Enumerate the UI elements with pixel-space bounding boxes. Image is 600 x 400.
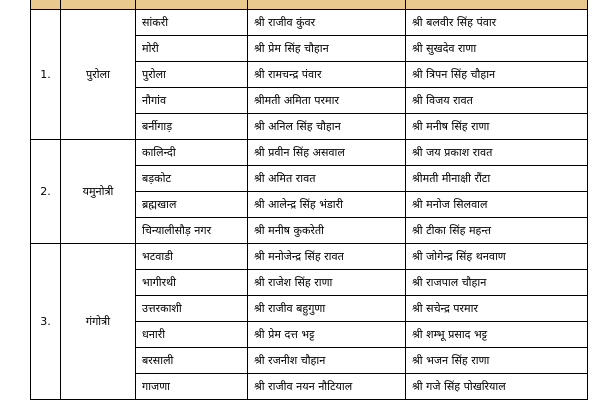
person1-cell: श्री अमित रावत (248, 166, 406, 192)
person1-cell: श्री प्रेम सिंह चौहान (248, 36, 406, 62)
person2-cell: श्री गजे सिंह पोखरियाल (406, 374, 588, 400)
place-cell: धनारी (136, 322, 248, 348)
person2-cell: श्री जय प्रकाश रावत (406, 140, 588, 166)
table-row (31, 10, 588, 36)
person1-cell: श्री अनिल सिंह चौहान (248, 114, 406, 140)
place-cell: नौगांव (136, 88, 248, 114)
place-cell: ब्रह्मखाल (136, 192, 248, 218)
person2-cell: श्री जोगेन्द्र सिंह थनवाण (406, 244, 588, 270)
header-cell (61, 0, 136, 10)
place-cell: सांकरी (136, 10, 248, 36)
header-cell (136, 0, 248, 10)
serial-number-cell: 3. (31, 244, 61, 400)
person2-cell: श्री राजपाल चौहान (406, 270, 588, 296)
person2-cell: श्री विजय रावत (406, 88, 588, 114)
place-cell: चिन्यालीसौड़ नगर (136, 218, 248, 244)
place-cell: मोरी (136, 36, 248, 62)
person2-cell: श्री मनीष सिंह राणा (406, 114, 588, 140)
person2-cell: श्री त्रिपन सिंह चौहान (406, 62, 588, 88)
person1-cell: श्री प्रवीन सिंह असवाल (248, 140, 406, 166)
serial-number-cell: 1. (31, 10, 61, 140)
person1-cell: श्री राजीव नयन नौटियाल (248, 374, 406, 400)
person2-cell: श्री मनोज सिलवाल (406, 192, 588, 218)
person1-cell: श्री राजीव कुंवर (248, 10, 406, 36)
header-cell (248, 0, 406, 10)
person1-cell: श्री रजनीश चौहान (248, 348, 406, 374)
person1-cell: श्री आलेन्द्र सिंह भंडारी (248, 192, 406, 218)
header-cell (406, 0, 588, 10)
constituency-cell: पुरोला (61, 10, 136, 140)
table-row (31, 244, 588, 270)
serial-number-cell: 2. (31, 140, 61, 244)
table-row (31, 140, 588, 166)
person1-cell: श्रीमती अमिता परमार (248, 88, 406, 114)
place-cell: बड़कोट (136, 166, 248, 192)
place-cell: गाजणा (136, 374, 248, 400)
place-cell: बर्नीगाड़ (136, 114, 248, 140)
table-header-row (31, 0, 588, 10)
place-cell: भटवाडी (136, 244, 248, 270)
constituency-cell: यमुनोत्री (61, 140, 136, 244)
roster-table (30, 0, 588, 400)
place-cell: भागीरथी (136, 270, 248, 296)
person1-cell: श्री रामचन्द्र पंवार (248, 62, 406, 88)
person2-cell: श्री सचेन्द्र परमार (406, 296, 588, 322)
place-cell: बरसाली (136, 348, 248, 374)
person1-cell: श्री राजेश सिंह राणा (248, 270, 406, 296)
place-cell: कालिन्दी (136, 140, 248, 166)
header-cell (31, 0, 61, 10)
person2-cell: श्री भजन सिंह राणा (406, 348, 588, 374)
person1-cell: श्री प्रेम दत्त भट्ट (248, 322, 406, 348)
person2-cell: श्रीमती मीनाक्षी रौंटा (406, 166, 588, 192)
person2-cell: श्री शम्भू प्रसाद भट्ट (406, 322, 588, 348)
person1-cell: श्री मनीष कुकरेती (248, 218, 406, 244)
constituency-cell: गंगोत्री (61, 244, 136, 400)
person1-cell: श्री मनोजेन्द्र सिंह रावत (248, 244, 406, 270)
person2-cell: श्री सुखदेव राणा (406, 36, 588, 62)
person1-cell: श्री राजीव बहुगुणा (248, 296, 406, 322)
place-cell: पुरोला (136, 62, 248, 88)
person2-cell: श्री टीका सिंह महन्त (406, 218, 588, 244)
place-cell: उत्तरकाशी (136, 296, 248, 322)
person2-cell: श्री बलवीर सिंह पंवार (406, 10, 588, 36)
